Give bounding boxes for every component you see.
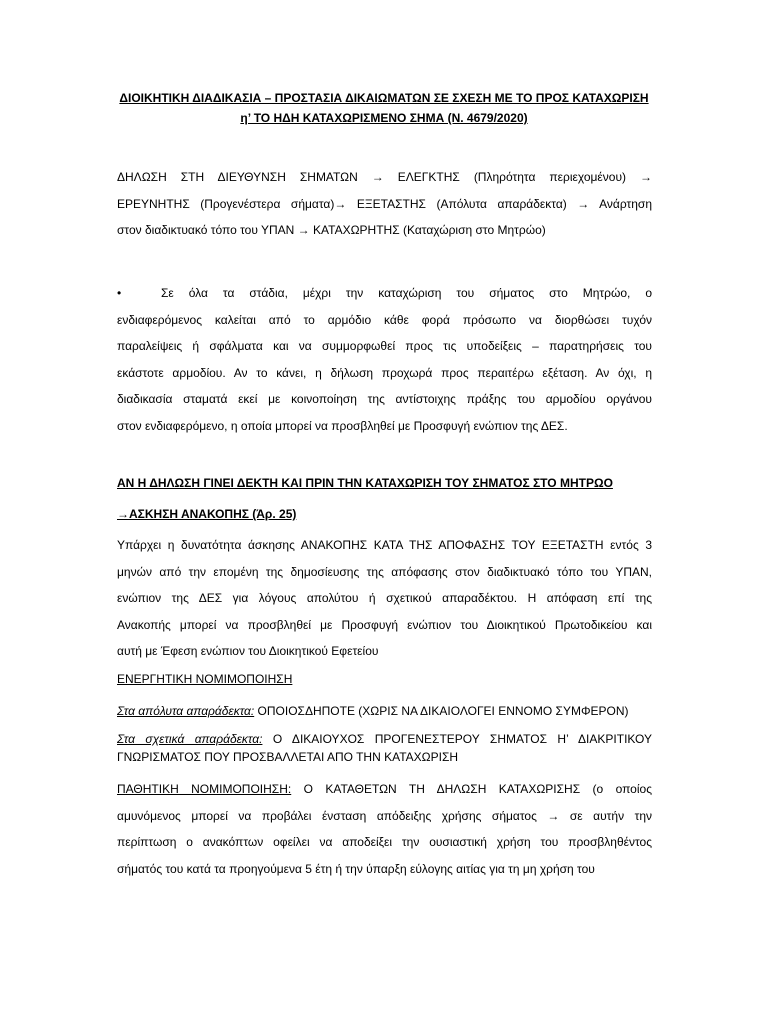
bullet-paragraph (117, 280, 652, 439)
bullet-line: ενδιαφερόμενος καλείται από το αρμόδιο κάθε φορά πρόσωπο να διορθώσει τυχόν (117, 312, 652, 327)
passive-standing-line-1 (117, 776, 652, 803)
passive-standing-line: αμυνόμενος μπορεί να προβάλει ένσταση απόδειξης χρήσης σήματος → σε αυτήν την (117, 808, 652, 823)
relative-grounds-label: Στα σχετικά απαράδεκτα: (117, 732, 263, 746)
passive-standing-paragraph (117, 776, 652, 882)
title-line-2: η’ ΤΟ ΗΔΗ ΚΑΤΑΧΩΡΙΣΜΕΝΟ ΣΗΜΑ (Ν. 4679/2020) (240, 111, 528, 125)
opposition-line: αυτή με Έφεση ενώπιον του Διοικητικού Εφετείου (117, 644, 379, 658)
opposition-line: Ανακοπής μπορεί να προσβληθεί με Προσφυγή ενώπιον του Διοικητικού Πρωτοδικείου και (117, 617, 652, 632)
subheading-opposition: →ΑΣΚΗΣΗ ΑΝΑΚΟΠΗΣ (Άρ. 25) (117, 507, 297, 521)
absolute-grounds-text (117, 698, 652, 725)
bullet-line: διαδικασία σταματά εκεί με κοινοποίηση της αντίστοιχης πράξης του αρμοδίου οργάνου (117, 392, 652, 406)
procedure-line: ΔΗΛΩΣΗ ΣΤΗ ΔΙΕΥΘΥΝΣΗ ΣΗΜΑΤΩΝ → ΕΛΕΓΚΤΗΣ (Πληρότητα περιεχομένου) → (117, 170, 652, 184)
passive-standing-line: σήματός του κατά τα προηγούμενα 5 έτη ή την ύπαρξη εύλογης αιτίας για τη μη χρήση του (117, 861, 595, 876)
bullet-line: στον ενδιαφερόμενο, η οποία μπορεί να προσβληθεί με Προσφυγή ενώπιον της ΔΕΣ. (117, 418, 568, 433)
procedure-line: στον διαδικτυακό τόπο του ΥΠΑΝ → ΚΑΤΑΧΩΡΗΤΗΣ (Καταχώριση στο Μητρώο) (117, 223, 546, 237)
passive-standing-value: Ο ΚΑΤΑΘΕΤΩΝ ΤΗ ΔΗΛΩΣΗ ΚΑΤΑΧΩΡΙΣΗΣ (ο οποίος (291, 782, 652, 796)
relative-grounds-line-1 (117, 730, 652, 748)
absolute-grounds-value: ΟΠΟΙΟΣΔΗΠΟΤΕ (ΧΩΡΙΣ ΝΑ ΔΙΚΑΙΟΛΟΓΕΙ ΕΝΝΟΜΟ ΣΥΜΦΕΡΟΝ) (254, 704, 629, 718)
bullet-line: εκάστοτε αρμοδίου. Αν το κάνει, η δήλωση προχωρά προς περαιτέρω εξέταση. Αν όχι, η (117, 365, 652, 380)
opposition-paragraph (117, 532, 652, 665)
bullet-line: Σε όλα τα στάδια, μέχρι την καταχώριση του σήματος στο Μητρώο, ο (161, 286, 652, 300)
section-heading-registration: ΑΝ Η ΔΗΛΩΣΗ ΓΙΝΕΙ ΔΕΚΤΗ ΚΑΙ ΠΡΙΝ ΤΗΝ ΚΑΤΑΧΩΡΙΣΗ ΤΟΥ ΣΗΜΑΤΟΣ ΣΤΟ ΜΗΤΡΩΟ (117, 476, 613, 490)
procedure-line: ΕΡΕΥΝΗΤΗΣ (Προγενέστερα σήματα)→ ΕΞΕΤΑΣΤΗΣ (Απόλυτα απαράδεκτα) → Ανάρτηση (117, 196, 652, 211)
relative-grounds-line-2: ΓΝΩΡΙΣΜΑΤΟΣ ΠΟΥ ΠΡΟΣΒΑΛΛΕΤΑΙ ΑΠΟ ΤΗΝ ΚΑΤΑΧΩΡΙΣΗ (117, 750, 459, 764)
opposition-line: ενώπιον της ΔΕΣ για λόγους απολύτου ή σχετικού απαραδέκτου. Η απόφαση επί της (117, 591, 652, 605)
section-heading-active-standing: ΕΝΕΡΓΗΤΙΚΗ ΝΟΜΙΜΟΠΟΙΗΣΗ (117, 672, 293, 686)
passive-standing-line: περίπτωση ο ανακόπτων οφείλει να αποδείξει την ουσιαστική χρήση του προσβληθέντος (117, 835, 652, 849)
relative-grounds-paragraph (117, 730, 652, 766)
procedure-paragraph (117, 164, 652, 244)
document-title (100, 88, 668, 128)
relative-grounds-value: Ο ΔΙΚΑΙΟΥΧΟΣ ΠΡΟΓΕΝΕΣΤΕΡΟΥ ΣΗΜΑΤΟΣ Η’ ΔΙΑΚΡΙΤΙΚΟΥ (262, 732, 652, 746)
bullet-line: παραλείψεις ή σφάλματα και να συμμορφωθεί προς τις υποδείξεις – παρατηρήσεις του (117, 339, 652, 353)
absolute-grounds-label: Στα απόλυτα απαράδεκτα: (117, 704, 255, 718)
bullet-marker: • (117, 286, 122, 300)
passive-standing-label: ΠΑΘΗΤΙΚΗ ΝΟΜΙΜΟΠΟΙΗΣΗ: (117, 782, 292, 796)
opposition-line: μηνών από την επομένη της δημοσίευσης της απόφασης στον διαδικτυακό τόπο του ΥΠΑΝ, (117, 564, 652, 579)
bullet-first-line (117, 280, 652, 307)
title-line-1: ΔΙΟΙΚΗΤΙΚΗ ΔΙΑΔΙΚΑΣΙΑ – ΠΡΟΣΤΑΣΙΑ ΔΙΚΑΙΩΜΑΤΩΝ ΣΕ ΣΧΕΣΗ ΜΕ ΤΟ ΠΡΟΣ ΚΑΤΑΧΩΡΙΣΗ (119, 91, 649, 105)
opposition-line: Υπάρχει η δυνατότητα άσκησης ΑΝΑΚΟΠΗΣ ΚΑΤΑ ΤΗΣ ΑΠΟΦΑΣΗΣ ΤΟΥ ΕΞΕΤΑΣΤΗ εντός 3 (117, 538, 652, 552)
absolute-grounds-line (117, 698, 652, 725)
